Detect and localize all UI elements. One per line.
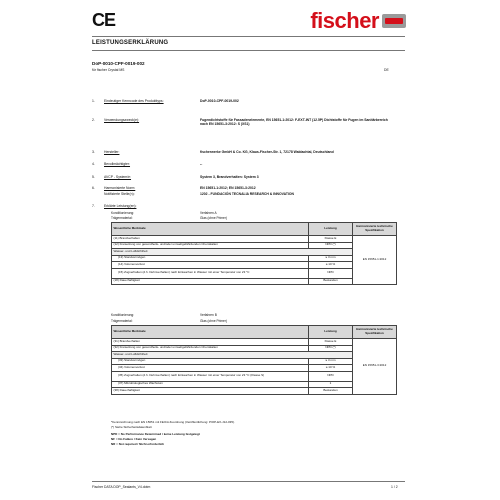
header-specification: Harmonisierte technische Spezifikation	[353, 326, 397, 339]
doc-title: LEISTUNGSERKLÄRUNG	[92, 40, 169, 46]
item-value: 1202 - FUNDACIÓN TECNALIA RESEARCH & INNOVATION	[200, 192, 294, 196]
item-number: 3.	[92, 150, 95, 154]
footer-divider	[92, 481, 405, 482]
item-number: 5.	[92, 175, 95, 179]
header-specification: Harmonisierte technische Spezifikation	[353, 223, 397, 236]
item-label: AVCP - System/e:	[104, 175, 132, 179]
language-code: DE	[384, 68, 389, 72]
cell-performance: ≤ 3 mm	[309, 255, 353, 262]
cell-characteristic: (31) Brandverhalten	[112, 339, 309, 346]
conditioning-value: Verfahren A	[200, 211, 217, 215]
dop-subtitle: für fischer Crystal MS	[92, 68, 125, 72]
item-label: Hersteller:	[104, 150, 120, 154]
item-value: Fugendichtstoffe für Fassadenelemente, EN 15651-1:2012: F-EXT-INT (12.5P) Dichtstoffe für Fugen im Sanitärbereich nach EN 15651-3:2012: S (XS1)	[200, 118, 388, 127]
cell-performance: 1	[309, 381, 353, 388]
cell-specification: EN 15651-1:2012	[353, 236, 397, 285]
cell-performance: NPD (*)	[309, 242, 353, 249]
cell-characteristic: (32) Freisetzung von gesundheits- und/oder umweltgefährdenden Chemikalien	[112, 345, 309, 352]
legend-npd: NPD = No Performance Determined / keine Leistung festgelegt	[111, 432, 200, 436]
fischer-logo	[310, 8, 406, 34]
conditioning-label: Konditionierung:	[111, 211, 135, 215]
substrate-label: Trägermaterial:	[111, 216, 133, 220]
item-number: 7.	[92, 204, 95, 208]
cell-performance: NPD (*)	[309, 345, 353, 352]
item-number: 2.	[92, 118, 95, 122]
page-number: 1 / 2	[391, 485, 398, 489]
item-label: Eindeutiger Kenncode des Produkttyps:	[104, 99, 164, 103]
footnote: *Kennzeichnung nach EN 15651 mit FEICA Zuordnung (Veröffentlichung: PIOP-EX-J12-035).	[111, 420, 235, 424]
conditioning-label: Konditionierung:	[111, 313, 135, 317]
item-value: System 3, Brandverhalten: System 3	[200, 175, 259, 179]
footer-filename: Fischer DATA DOP_Sealants_V4.dotm	[92, 485, 151, 489]
dop-number: DoP-0010-CPF-0019-002	[92, 61, 145, 66]
item-number: 1.	[92, 99, 95, 103]
header-characteristics: Wesentliche Merkmale	[112, 223, 309, 236]
conditioning-value: Verfahren B	[200, 313, 217, 317]
cell-characteristic: (34) Volumenverlust	[112, 365, 309, 372]
item-label: Verwendungszweck(e):	[104, 118, 140, 122]
legend-nf: NF = No Failure / Kein Versagen	[111, 437, 157, 441]
brand-wordmark: fischer	[310, 8, 379, 33]
item-value: DoP-0010-CPF-0019-002	[200, 99, 239, 103]
cell-specification: EN 15651-3:2012	[353, 339, 397, 395]
item-label: Notifizierte Stelle(n):	[104, 192, 135, 196]
cell-performance: ≤ 10 %	[309, 262, 353, 269]
footnote: (*) Siehe Sicherheitsdatenblatt	[111, 425, 152, 429]
cell-group: Wasser- und Luftdichtheit	[112, 249, 353, 256]
cell-characteristic: (11) Brandverhalten	[112, 236, 309, 243]
cell-characteristic: (38) Dauerhaftigkeit	[112, 388, 309, 395]
cell-group: Wasser- und Luftdichtheit	[112, 352, 353, 359]
cell-characteristic: (12) Freisetzung von gesundheits- und/oder umweltgefährdenden Chemikalien	[112, 242, 309, 249]
fischer-logo-icon	[382, 14, 406, 28]
header-performance: Leistung	[309, 223, 353, 236]
cell-performance: Klasse E	[309, 236, 353, 243]
cell-characteristic: (15) Zugverhalten (d.h. Dehnverhalten) nach Eintauchen in Wasser mit einer Temperatur von 23 °C	[112, 268, 309, 278]
item-label: Bevollmächtigter:	[104, 162, 131, 166]
item-number: 4.	[92, 162, 95, 166]
cell-performance: Klasse E	[309, 339, 353, 346]
cell-characteristic: (18) Dauerhaftigkeit	[112, 278, 309, 285]
cell-performance: ≤ 3 mm	[309, 358, 353, 365]
cell-performance: Bestanden	[309, 278, 353, 285]
divider	[92, 36, 405, 37]
cell-characteristic: (37) Mikrobiologisches Wachstum	[112, 381, 309, 388]
cell-characteristic: (35) Zugverhalten (d.h. Dehnverhalten) nach Eintauchen in Wasser mit einer Temperatur von 23 °C (Klasse S)	[112, 371, 309, 381]
item-value: --	[200, 162, 203, 166]
cell-characteristic: (33) Standvermögen	[112, 358, 309, 365]
performance-table-2	[111, 325, 397, 395]
cell-characteristic: (14) Volumenverlust	[112, 262, 309, 269]
header-performance: Leistung	[309, 326, 353, 339]
header-characteristics: Wesentliche Merkmale	[112, 326, 309, 339]
legend-nr: NR = Not required / Nicht erforderlich	[111, 442, 165, 446]
cell-performance: ≤ 10 %	[309, 365, 353, 372]
divider	[92, 50, 405, 51]
cell-performance: NPD	[309, 371, 353, 381]
item-label: Erklärte Leistung(en):	[104, 204, 137, 208]
table-header-row	[112, 223, 397, 236]
item-label: Harmonisierte Norm:	[104, 186, 136, 190]
performance-table-1	[111, 222, 397, 285]
item-number: 6.	[92, 186, 95, 190]
cell-performance: Bestanden	[309, 388, 353, 395]
item-value: fischerwerke GmbH & Co. KG, Klaus-Fischer-Str. 1, 72178 Waldachtal, Deutschland	[200, 150, 334, 154]
item-value: EN 15651-1:2012; EN 15651-3:2012	[200, 186, 256, 190]
table-header-row	[112, 326, 397, 339]
substrate-value: Glas (ohne Primer)	[200, 319, 227, 323]
substrate-value: Glas (ohne Primer)	[200, 216, 227, 220]
ce-mark: CE	[92, 10, 116, 30]
cell-characteristic: (13) Standvermögen	[112, 255, 309, 262]
cell-performance: NPD	[309, 268, 353, 278]
substrate-label: Trägermaterial:	[111, 319, 133, 323]
